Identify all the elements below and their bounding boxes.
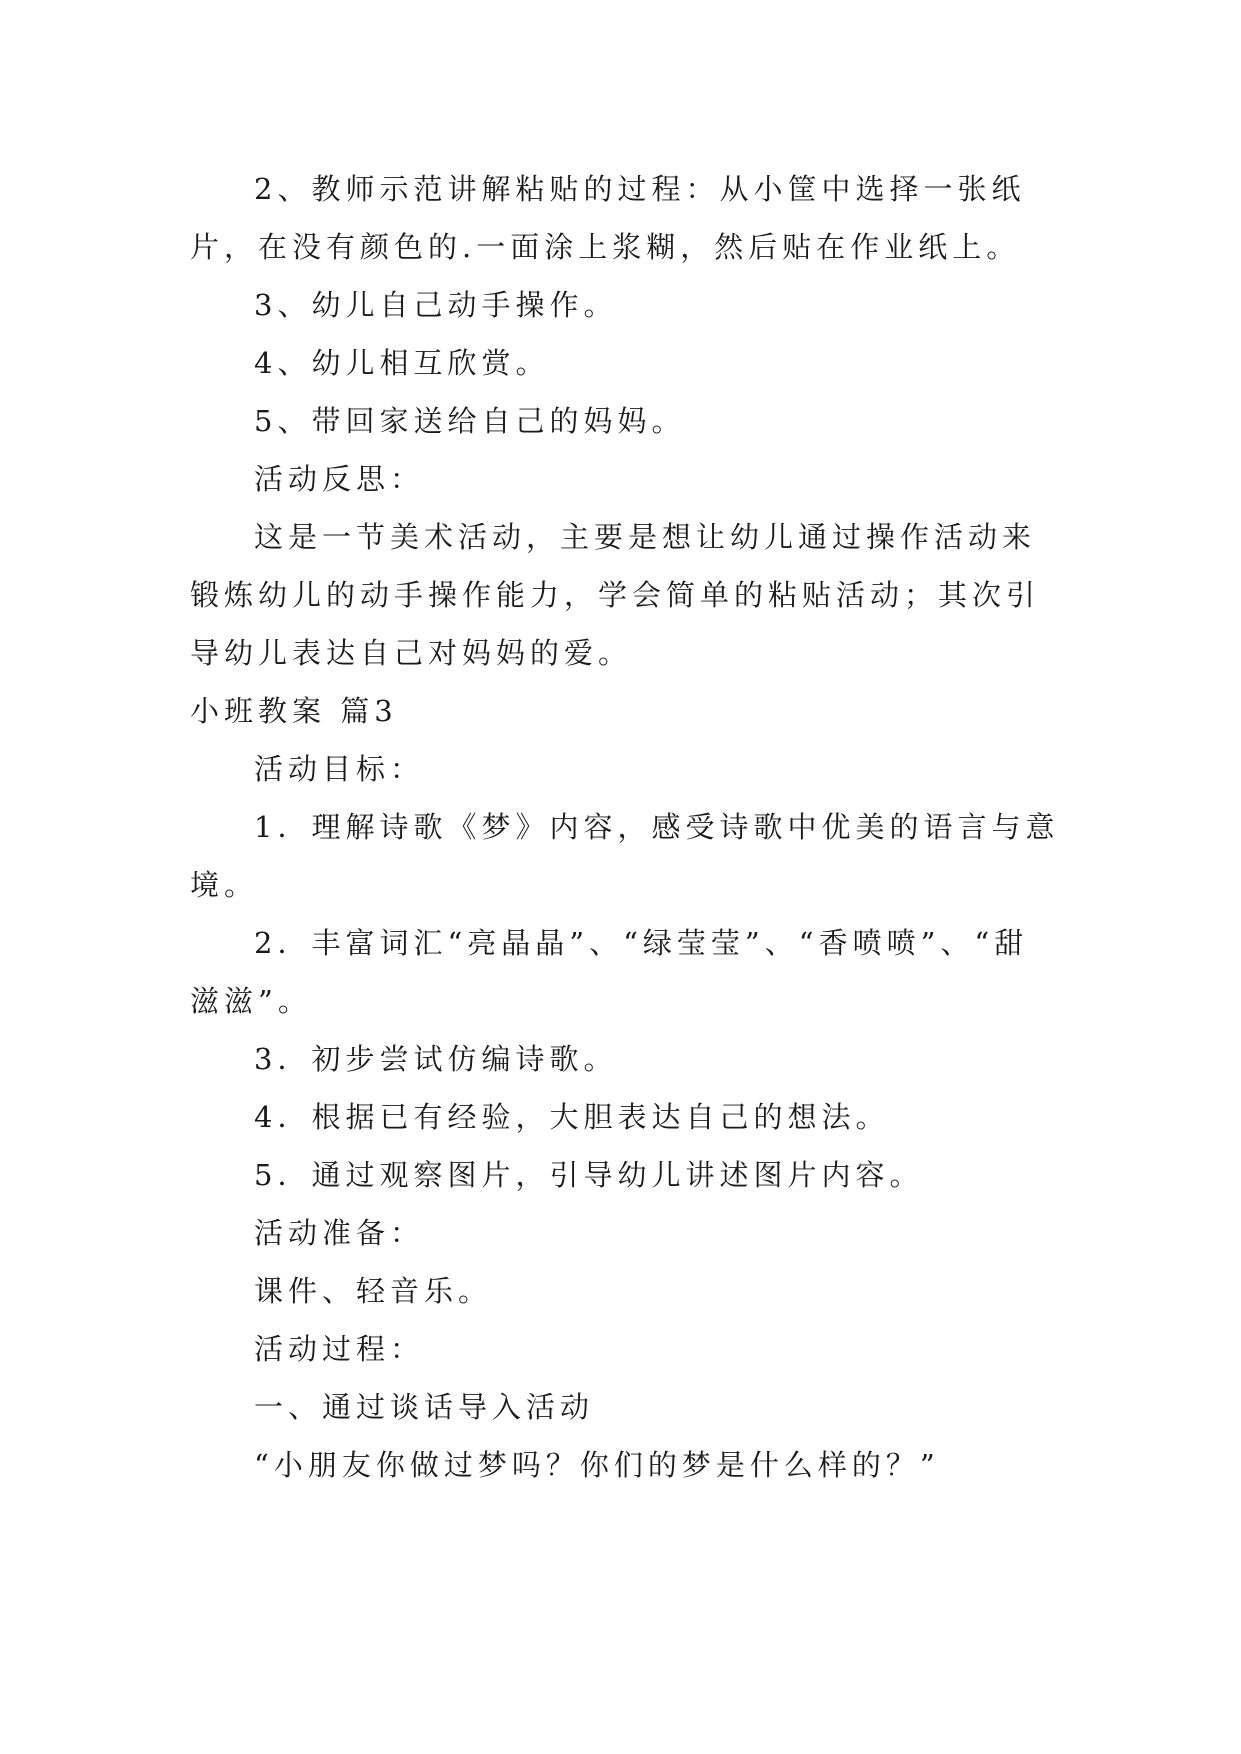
- paragraph-process-step-1: 一、通过谈话导入活动: [254, 1390, 595, 1424]
- paragraph-step-5: 5、带回家送给自己的妈妈。: [254, 404, 686, 438]
- paragraph-step-2: 2、教师示范讲解粘贴的过程：从小筐中选择一张纸片，在没有颜色的.一面涂上浆糊，然后贴在作业纸上。: [190, 172, 1026, 264]
- paragraph-reflection-text: 这是一节美术活动，主要是想让幼儿通过操作活动来锻炼幼儿的动手操作能力，学会简单的粘贴活动；其次引导幼儿表达自己对妈妈的爱。: [190, 520, 1041, 670]
- paragraph-goal-4: 4．根据已有经验，大胆表达自己的想法。: [254, 1100, 890, 1134]
- paragraph-step-3: 3、幼儿自己动手操作。: [254, 288, 618, 322]
- paragraph-goal-3: 3．初步尝试仿编诗歌。: [254, 1042, 618, 1076]
- paragraph-step-4: 4、幼儿相互欣赏。: [254, 346, 550, 380]
- paragraph-process-label: 活动过程：: [254, 1332, 425, 1366]
- paragraph-goals-label: 活动目标：: [254, 752, 425, 786]
- paragraph-prep-text: 课件、轻音乐。: [254, 1274, 493, 1308]
- section-heading: 小班教案 篇3: [190, 694, 398, 728]
- paragraph-prep-label: 活动准备：: [254, 1216, 425, 1250]
- paragraph-reflection-label: 活动反思：: [254, 462, 425, 496]
- paragraph-dialogue: “小朋友你做过梦吗？你们的梦是什么样的？”: [254, 1448, 940, 1482]
- document-body: [190, 160, 1060, 1494]
- paragraph-goal-2: 2．丰富词汇“亮晶晶”、“绿莹莹”、“香喷喷”、“甜滋滋”。: [190, 926, 1029, 1018]
- paragraph-goal-1: 1．理解诗歌《梦》内容，感受诗歌中优美的语言与意境。: [190, 810, 1060, 902]
- paragraph-goal-5: 5．通过观察图片，引导幼儿讲述图片内容。: [254, 1158, 924, 1192]
